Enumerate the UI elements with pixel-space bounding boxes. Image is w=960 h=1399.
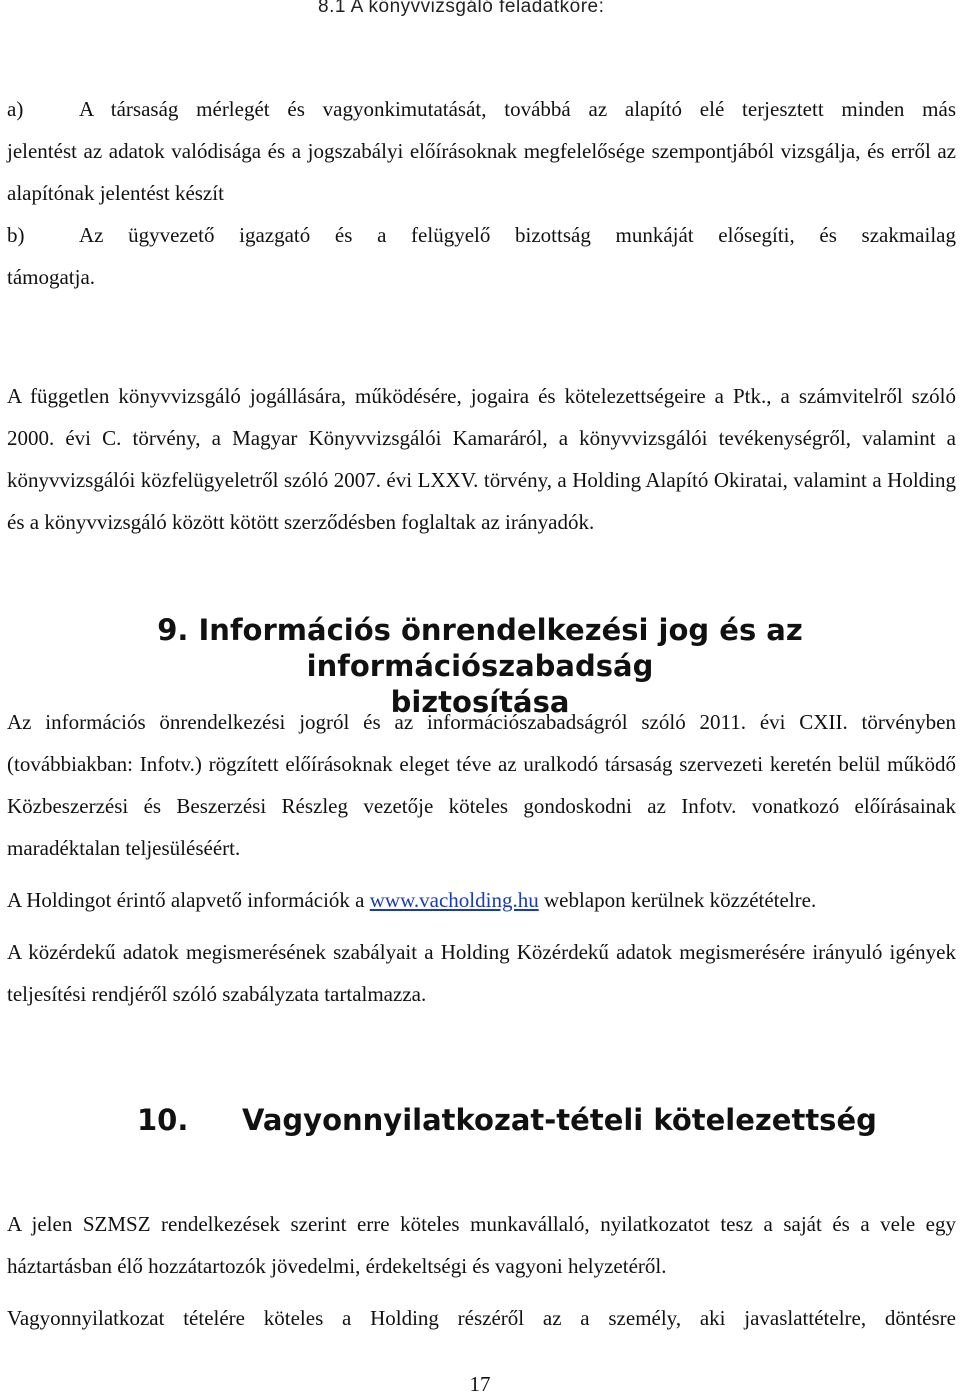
list-item-a-continuation: jelentést az adatok valódisága és a jogszabályi előírásoknak megfelelősége szempontjából vizsgálja, és erről az alapítónak jelentést készít	[7, 139, 956, 205]
section-9-paragraph-2	[7, 879, 956, 921]
list-item-b	[7, 214, 956, 256]
legal-basis-paragraph	[7, 375, 956, 543]
section-10-paragraph-2: Vagyonnyilatkozat tételére köteles a Holding részéről az a személy, aki javaslattételre, döntésre	[7, 1306, 956, 1330]
page-number: 17	[469, 1372, 491, 1396]
section-9-title-line1: 9. Információs önrendelkezési jog és az információszabadság	[157, 613, 803, 683]
section-10-heading	[137, 1100, 877, 1140]
vacholding-link[interactable]: www.vacholding.hu	[369, 888, 539, 912]
section-8-1-heading: 8.1 A könyvvizsgáló feladatköre:	[318, 0, 605, 17]
section-8-1-body	[7, 88, 956, 298]
section-9-body	[7, 701, 956, 1015]
section-10-number: 10.	[137, 1103, 189, 1137]
section-9-title-line2: biztosítása	[390, 685, 570, 719]
section-10-body	[7, 1203, 956, 1339]
list-item-b-continuation: támogatja.	[7, 265, 96, 289]
section-10-title: Vagyonnyilatkozat-tételi kötelezettség	[242, 1103, 877, 1137]
section-9-paragraph-3: A közérdekű adatok megismerésének szabályait a Holding Közérdekű adatok megismerésére irányuló igények teljesítési rendjéről szóló szabályzata tartalmazza.	[7, 940, 956, 1006]
section-9-paragraph-2-after: weblapon kerülnek közzétételre.	[538, 888, 817, 912]
list-item-a	[7, 88, 956, 130]
section-10-paragraph-1: A jelen SZMSZ rendelkezések szerint erre köteles munkavállaló, nyilatkozatot tesz a saját és a vele egy háztartásban élő hozzátartozók jövedelmi, érdekeltségi és vagyoni helyzetéről.	[7, 1212, 956, 1278]
list-item-b-first-line: Az ügyvezető igazgató és a felügyelő bizottság munkáját elősegíti, és szakmailag	[79, 223, 956, 247]
list-marker-b: b)	[7, 223, 25, 247]
section-9-paragraph-1: Az információs önrendelkezési jogról és az információszabadságról szóló 2011. évi CXII. törvényben (továbbiakban: Infotv.) rögzített előírásoknak eleget téve az uralkodó társaság szervezeti keretén belül működő Közbeszerzési és Beszerzési Részleg vezetője köteles gondoskodni az Infotv. vonatkozó előírásainak maradéktalan teljesüléséért.	[7, 710, 956, 860]
list-item-a-first-line: A társaság mérlegét és vagyonkimutatását, továbbá az alapító elé terjesztett minden más	[79, 97, 956, 121]
legal-basis-text: A független könyvvizsgáló jogállására, működésére, jogaira és kötelezettségeire a Ptk., a számvitelről szóló 2000. évi C. törvény, a Magyar Könyvvizsgálói Kamaráról, a könyvvizsgálói tevékenységről, valamint a könyvvizsgálói közfelügyeletről szóló 2007. évi LXXV. törvény, a Holding Alapító Okiratai, valamint a Holding és a könyvvizsgáló között kötött szerződésben foglaltak az irányadók.	[7, 384, 956, 534]
section-9-paragraph-2-before: A Holdingot érintő alapvető információk a	[7, 888, 370, 912]
list-marker-a: a)	[7, 97, 24, 121]
